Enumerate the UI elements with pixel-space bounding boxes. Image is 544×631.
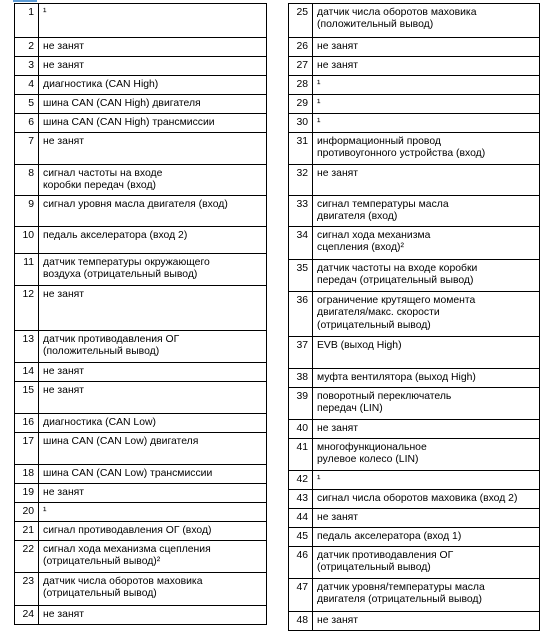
table-row <box>289 38 540 57</box>
pin-number: 45 <box>289 528 313 547</box>
pin-number: 29 <box>289 95 313 114</box>
pin-description: датчик уровня/температуры масла двигателя (отрицательный вывод) <box>313 579 540 612</box>
pin-table-left-body <box>15 4 267 625</box>
table-row <box>15 196 267 227</box>
pin-number: 31 <box>289 133 313 165</box>
table-row <box>289 227 540 260</box>
table-row <box>15 503 267 522</box>
pin-number: 34 <box>289 227 313 260</box>
pin-number: 37 <box>289 337 313 369</box>
pin-number: 46 <box>289 547 313 579</box>
pin-number: 25 <box>289 4 313 38</box>
pin-description: датчик противодавления ОГ (отрицательный вывод) <box>313 547 540 579</box>
pin-description: педаль акселератора (вход 1) <box>313 528 540 547</box>
pin-description: педаль акселератора (вход 2) <box>39 227 267 254</box>
pin-description: ¹ <box>313 114 540 133</box>
pin-number: 32 <box>289 165 313 196</box>
pin-number: 3 <box>15 57 39 76</box>
table-row <box>289 420 540 439</box>
pin-number: 27 <box>289 57 313 76</box>
pin-number: 16 <box>15 414 39 433</box>
table-row <box>15 484 267 503</box>
pin-description: сигнал уровня масла двигателя (вход) <box>39 196 267 227</box>
pin-description: не занят <box>313 165 540 196</box>
pin-number: 22 <box>15 541 39 573</box>
pin-description: многофункциональное рулевое колесо (LIN) <box>313 439 540 471</box>
pin-description: муфта вентилятора (выход High) <box>313 369 540 388</box>
pin-number: 7 <box>15 133 39 165</box>
pin-description: сигнал частоты на входе коробки передач (вход) <box>39 165 267 196</box>
top-accent-bar <box>13 0 37 2</box>
pin-number: 17 <box>15 433 39 465</box>
pin-number: 9 <box>15 196 39 227</box>
pin-number: 33 <box>289 196 313 227</box>
pin-description: не занят <box>313 57 540 76</box>
pin-number: 2 <box>15 38 39 57</box>
pin-description: сигнал хода механизма сцепления (вход)² <box>313 227 540 260</box>
pin-description: поворотный переключатель передач (LIN) <box>313 388 540 420</box>
table-row <box>15 165 267 196</box>
pin-description: не занят <box>39 286 267 331</box>
pin-description: ¹ <box>313 95 540 114</box>
table-row <box>289 260 540 292</box>
pin-number: 14 <box>15 363 39 382</box>
table-row <box>289 439 540 471</box>
pin-number: 28 <box>289 76 313 95</box>
pin-number: 23 <box>15 573 39 606</box>
pin-number: 6 <box>15 114 39 133</box>
pin-description: датчик числа оборотов маховика (отрицательный вывод) <box>39 573 267 606</box>
pin-number: 15 <box>15 382 39 414</box>
table-row <box>289 57 540 76</box>
table-row <box>289 114 540 133</box>
table-row <box>289 490 540 509</box>
table-row <box>15 57 267 76</box>
pin-number: 48 <box>289 612 313 631</box>
pin-number: 42 <box>289 471 313 490</box>
pin-description: датчик противодавления ОГ (положительный вывод) <box>39 331 267 363</box>
pin-number: 38 <box>289 369 313 388</box>
table-row <box>289 579 540 612</box>
pin-description: EVB (выход High) <box>313 337 540 369</box>
pin-description: сигнал противодавления ОГ (вход) <box>39 522 267 541</box>
table-row <box>289 292 540 337</box>
pin-description: не занят <box>39 133 267 165</box>
pin-description: диагностика (CAN High) <box>39 76 267 95</box>
pin-number: 24 <box>15 606 39 625</box>
pin-table-left <box>14 3 267 625</box>
pin-description: шина CAN (CAN Low) двигателя <box>39 433 267 465</box>
pin-number: 21 <box>15 522 39 541</box>
table-row <box>289 612 540 631</box>
pin-description: сигнал числа оборотов маховика (вход 2) <box>313 490 540 509</box>
table-row <box>15 541 267 573</box>
table-row <box>15 286 267 331</box>
pin-number: 44 <box>289 509 313 528</box>
table-row <box>15 95 267 114</box>
table-row <box>15 254 267 286</box>
table-row <box>289 4 540 38</box>
pin-description: не занят <box>313 38 540 57</box>
pin-number: 8 <box>15 165 39 196</box>
table-row <box>289 369 540 388</box>
pin-number: 40 <box>289 420 313 439</box>
pin-number: 26 <box>289 38 313 57</box>
pin-number: 41 <box>289 439 313 471</box>
pin-number: 18 <box>15 465 39 484</box>
table-row <box>289 509 540 528</box>
pin-number: 1 <box>15 4 39 38</box>
table-row <box>15 465 267 484</box>
pin-number: 5 <box>15 95 39 114</box>
pin-description: не занят <box>313 509 540 528</box>
pin-description: шина CAN (CAN High) трансмиссии <box>39 114 267 133</box>
pin-description: ¹ <box>313 471 540 490</box>
pin-number: 30 <box>289 114 313 133</box>
table-row <box>15 133 267 165</box>
table-row <box>15 433 267 465</box>
pin-description: шина CAN (CAN Low) трансмиссии <box>39 465 267 484</box>
table-row <box>289 471 540 490</box>
pin-description: шина CAN (CAN High) двигателя <box>39 95 267 114</box>
pin-description: информационный провод противоугонного устройства (вход) <box>313 133 540 165</box>
table-row <box>15 38 267 57</box>
table-row <box>15 573 267 606</box>
pin-table-right-body <box>289 4 540 631</box>
table-row <box>15 114 267 133</box>
pin-description: датчик частоты на входе коробки передач (отрицательный вывод) <box>313 260 540 292</box>
pin-number: 11 <box>15 254 39 286</box>
table-row <box>15 382 267 414</box>
pin-number: 39 <box>289 388 313 420</box>
pin-description: ¹ <box>39 4 267 38</box>
table-row <box>15 606 267 625</box>
pin-number: 13 <box>15 331 39 363</box>
pin-number: 20 <box>15 503 39 522</box>
pin-description: не занят <box>39 484 267 503</box>
table-row <box>289 388 540 420</box>
table-row <box>15 331 267 363</box>
table-row <box>15 522 267 541</box>
table-row <box>289 133 540 165</box>
table-row <box>15 227 267 254</box>
pin-description: ограничение крутящего момента двигателя/макс. скорости (отрицательный вывод) <box>313 292 540 337</box>
pin-number: 19 <box>15 484 39 503</box>
table-row <box>15 414 267 433</box>
table-row <box>289 196 540 227</box>
pin-description: не занят <box>313 420 540 439</box>
table-row <box>289 337 540 369</box>
pin-number: 47 <box>289 579 313 612</box>
pin-number: 10 <box>15 227 39 254</box>
table-row <box>289 76 540 95</box>
table-row <box>15 76 267 95</box>
pin-table-right <box>288 3 540 631</box>
table-row <box>289 528 540 547</box>
pin-number: 35 <box>289 260 313 292</box>
table-row <box>15 4 267 38</box>
pin-description: сигнал хода механизма сцепления (отрицательный вывод)² <box>39 541 267 573</box>
pin-description: не занят <box>39 606 267 625</box>
pin-description: не занят <box>39 363 267 382</box>
pin-description: диагностика (CAN Low) <box>39 414 267 433</box>
pin-description: датчик числа оборотов маховика (положительный вывод) <box>313 4 540 38</box>
table-row <box>289 95 540 114</box>
pin-description: не занят <box>39 382 267 414</box>
pin-description: ¹ <box>39 503 267 522</box>
pin-description: не занят <box>39 57 267 76</box>
pin-description: не занят <box>313 612 540 631</box>
pin-number: 4 <box>15 76 39 95</box>
pin-number: 12 <box>15 286 39 331</box>
pin-description: не занят <box>39 38 267 57</box>
pin-description: сигнал температуры масла двигателя (вход) <box>313 196 540 227</box>
table-row <box>15 363 267 382</box>
pin-description: датчик температуры окружающего воздуха (отрицательный вывод) <box>39 254 267 286</box>
pin-description: ¹ <box>313 76 540 95</box>
table-row <box>289 165 540 196</box>
table-row <box>289 547 540 579</box>
pin-number: 36 <box>289 292 313 337</box>
pin-number: 43 <box>289 490 313 509</box>
